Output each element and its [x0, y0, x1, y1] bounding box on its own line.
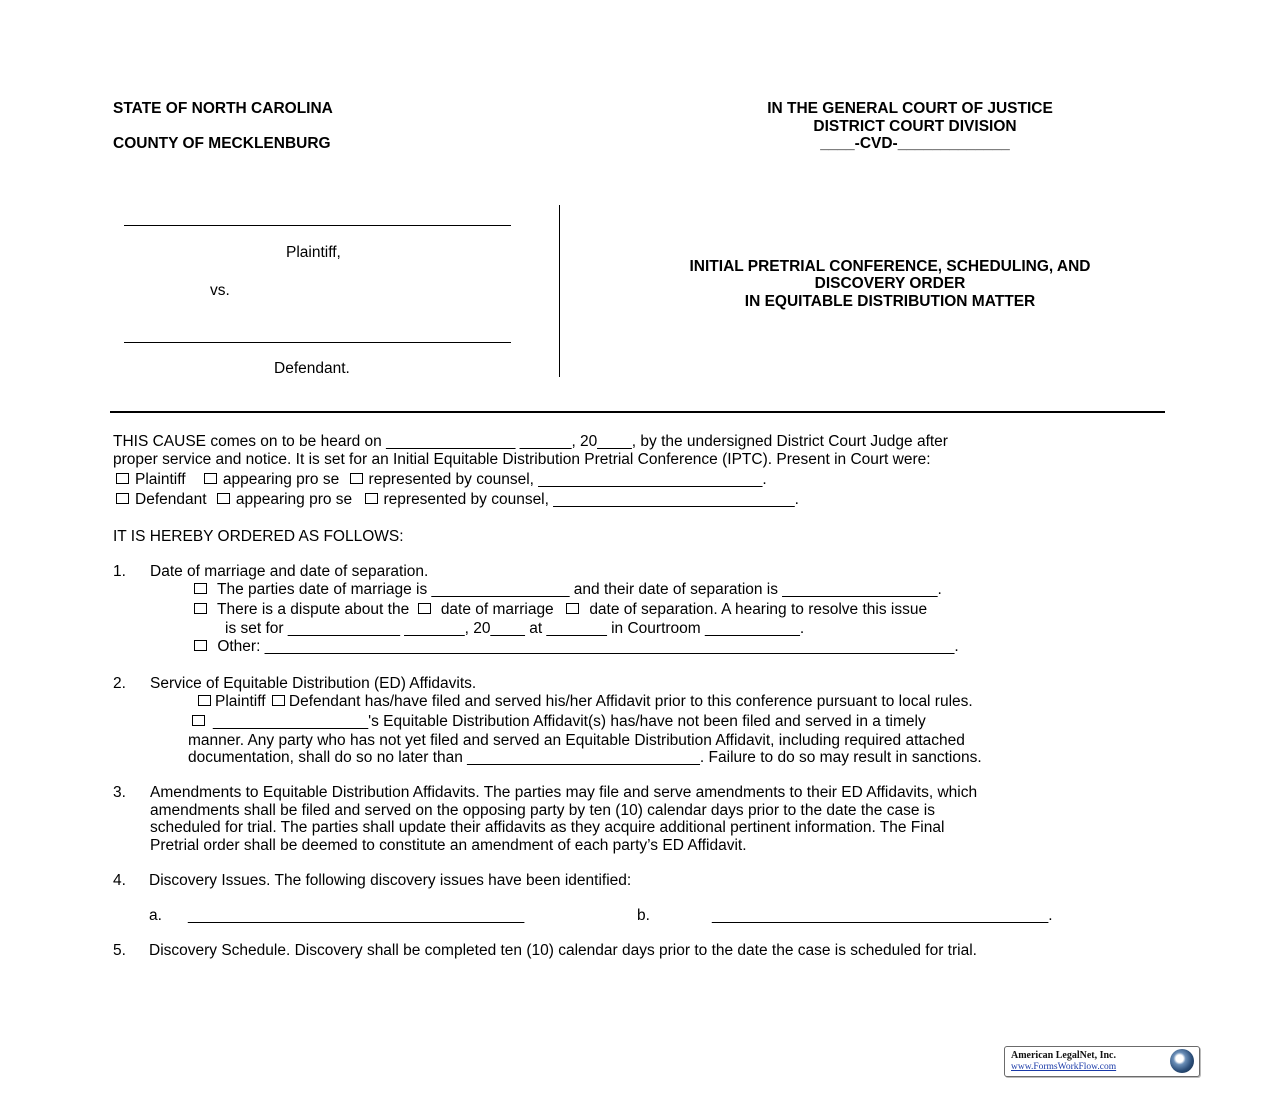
item1-option2-checkbox[interactable]: [194, 603, 207, 614]
item1-option1: [194, 581, 942, 599]
item2-line4: documentation, shall do so no later than ___________________________. Failure to do so may result in sanctions.: [188, 749, 982, 766]
item1-option1-text: The parties date of marriage is ________________ and their date of separation is __________________.: [217, 581, 942, 598]
logo-company-name: American LegalNet, Inc.: [1011, 1050, 1116, 1061]
item1-option2: [194, 601, 927, 619]
plaintiff-pro-se-checkbox[interactable]: [204, 473, 217, 484]
item1-other-checkbox[interactable]: [194, 640, 207, 651]
item3-line: Pretrial order shall be deemed to constitute an amendment of each party’s ED Affidavit.: [150, 837, 747, 854]
defendant-counsel-label: represented by counsel, ____________________________.: [383, 491, 799, 508]
order-title-line1: INITIAL PRETRIAL CONFERENCE, SCHEDULING, AND: [689, 258, 1091, 275]
plaintiff-present-label: Plaintiff: [135, 471, 186, 488]
american-legalnet-logo[interactable]: [1004, 1046, 1200, 1077]
item1-option1-checkbox[interactable]: [194, 583, 207, 594]
caption-divider: [559, 205, 560, 377]
plaintiff-label: Plaintiff,: [286, 244, 341, 261]
item3-line: scheduled for trial. The parties shall update their affidavits as they acquire additional pertinent information. The Final: [150, 819, 945, 836]
intro-line-2: proper service and notice. It is set for an Initial Equitable Distribution Pretrial Conference (IPTC). Present in Court were:: [113, 451, 931, 468]
county-heading: COUNTY OF MECKLENBURG: [113, 135, 331, 152]
item5-number: 5.: [113, 942, 126, 959]
marriage-dispute-label: date of marriage: [440, 601, 554, 618]
item2-plaintiff-checkbox[interactable]: [198, 695, 211, 706]
logo-url-link[interactable]: www.FormsWorkFlow.com: [1011, 1062, 1117, 1072]
defendant-present-label: Defendant: [135, 491, 207, 508]
defendant-pro-se-checkbox[interactable]: [217, 493, 230, 504]
court-heading: IN THE GENERAL COURT OF JUSTICE: [767, 100, 1053, 117]
section-divider: [110, 411, 1165, 413]
defendant-label: Defendant.: [274, 360, 350, 377]
item2-number: 2.: [113, 675, 126, 692]
item1-option2-text: There is a dispute about the: [217, 601, 410, 618]
item4-b-blank: _______________________________________.: [712, 907, 1053, 924]
plaintiff-counsel-checkbox[interactable]: [350, 473, 363, 484]
item2-line3: manner. Any party who has not yet filed and served an Equitable Distribution Affidavit, including required attached: [188, 732, 965, 749]
item1-option3: [194, 638, 959, 656]
item2-defendant-label: Defendant has/have filed and served his/her Affidavit prior to this conference pursuant to local rules.: [288, 693, 973, 710]
defendant-counsel-checkbox[interactable]: [365, 493, 378, 504]
item4-title: Discovery Issues. The following discovery issues have been identified:: [149, 872, 632, 889]
defendant-name-line: [124, 342, 511, 343]
item2-plaintiff-label: Plaintiff: [215, 693, 266, 710]
present-defendant-row: [116, 491, 799, 509]
defendant-pro-se-label: appearing pro se: [235, 491, 353, 508]
order-title-line2: DISCOVERY ORDER: [814, 275, 966, 292]
item2-not-filed-text: __________________'s Equitable Distribution Affidavit(s) has/have not been filed and served in a timely: [213, 713, 926, 730]
globe-icon: [1170, 1049, 1194, 1073]
state-heading: STATE OF NORTH CAROLINA: [113, 100, 333, 117]
item4-b-label: b.: [637, 907, 650, 924]
item3-line: amendments shall be filed and served on the opposing party by ten (10) calendar days prior to the date the case is: [150, 802, 935, 819]
marriage-dispute-checkbox[interactable]: [418, 603, 431, 614]
intro-line-1: THIS CAUSE comes on to be heard on _______________ ______, 20____, by the undersigned District Court Judge after: [113, 433, 948, 450]
item4-a-blank: _______________________________________: [188, 907, 525, 924]
item2-option1: [198, 693, 973, 711]
plaintiff-present-checkbox[interactable]: [116, 473, 129, 484]
item3-number: 3.: [113, 784, 126, 801]
defendant-present-checkbox[interactable]: [116, 493, 129, 504]
item2-not-filed-checkbox[interactable]: [192, 715, 205, 726]
item1-other-text: Other: ________________________________________________________________________________.: [217, 638, 959, 655]
item1-number: 1.: [113, 563, 126, 580]
versus-label: vs.: [210, 282, 230, 299]
order-title-line3: IN EQUITABLE DISTRIBUTION MATTER: [744, 293, 1036, 310]
item2-title: Service of Equitable Distribution (ED) Affidavits.: [150, 675, 477, 692]
item3-line: Amendments to Equitable Distribution Affidavits. The parties may file and serve amendments to their ED Affidavits, which: [150, 784, 978, 801]
item5-text: Discovery Schedule. Discovery shall be completed ten (10) calendar days prior to the date the case is scheduled for trial.: [149, 942, 977, 959]
item1-hearing-line: is set for _____________ _______, 20____ at _______ in Courtroom ___________.: [225, 620, 805, 637]
item4-a-label: a.: [149, 907, 162, 924]
item1-title: Date of marriage and date of separation.: [150, 563, 429, 580]
plaintiff-pro-se-label: appearing pro se: [222, 471, 340, 488]
file-number: ____-CVD-_____________: [820, 135, 1010, 152]
item4-number: 4.: [113, 872, 126, 889]
division-heading: DISTRICT COURT DIVISION: [813, 118, 1017, 135]
plaintiff-counsel-label: represented by counsel, __________________________.: [368, 471, 767, 488]
item2-defendant-checkbox[interactable]: [272, 695, 285, 706]
ordered-heading: IT IS HEREBY ORDERED AS FOLLOWS:: [113, 528, 404, 545]
present-plaintiff-row: [116, 471, 767, 489]
item2-option2: [192, 713, 926, 731]
plaintiff-name-line: [124, 225, 511, 226]
separation-dispute-checkbox[interactable]: [566, 603, 579, 614]
separation-dispute-label: date of separation. A hearing to resolve this issue: [589, 601, 928, 618]
